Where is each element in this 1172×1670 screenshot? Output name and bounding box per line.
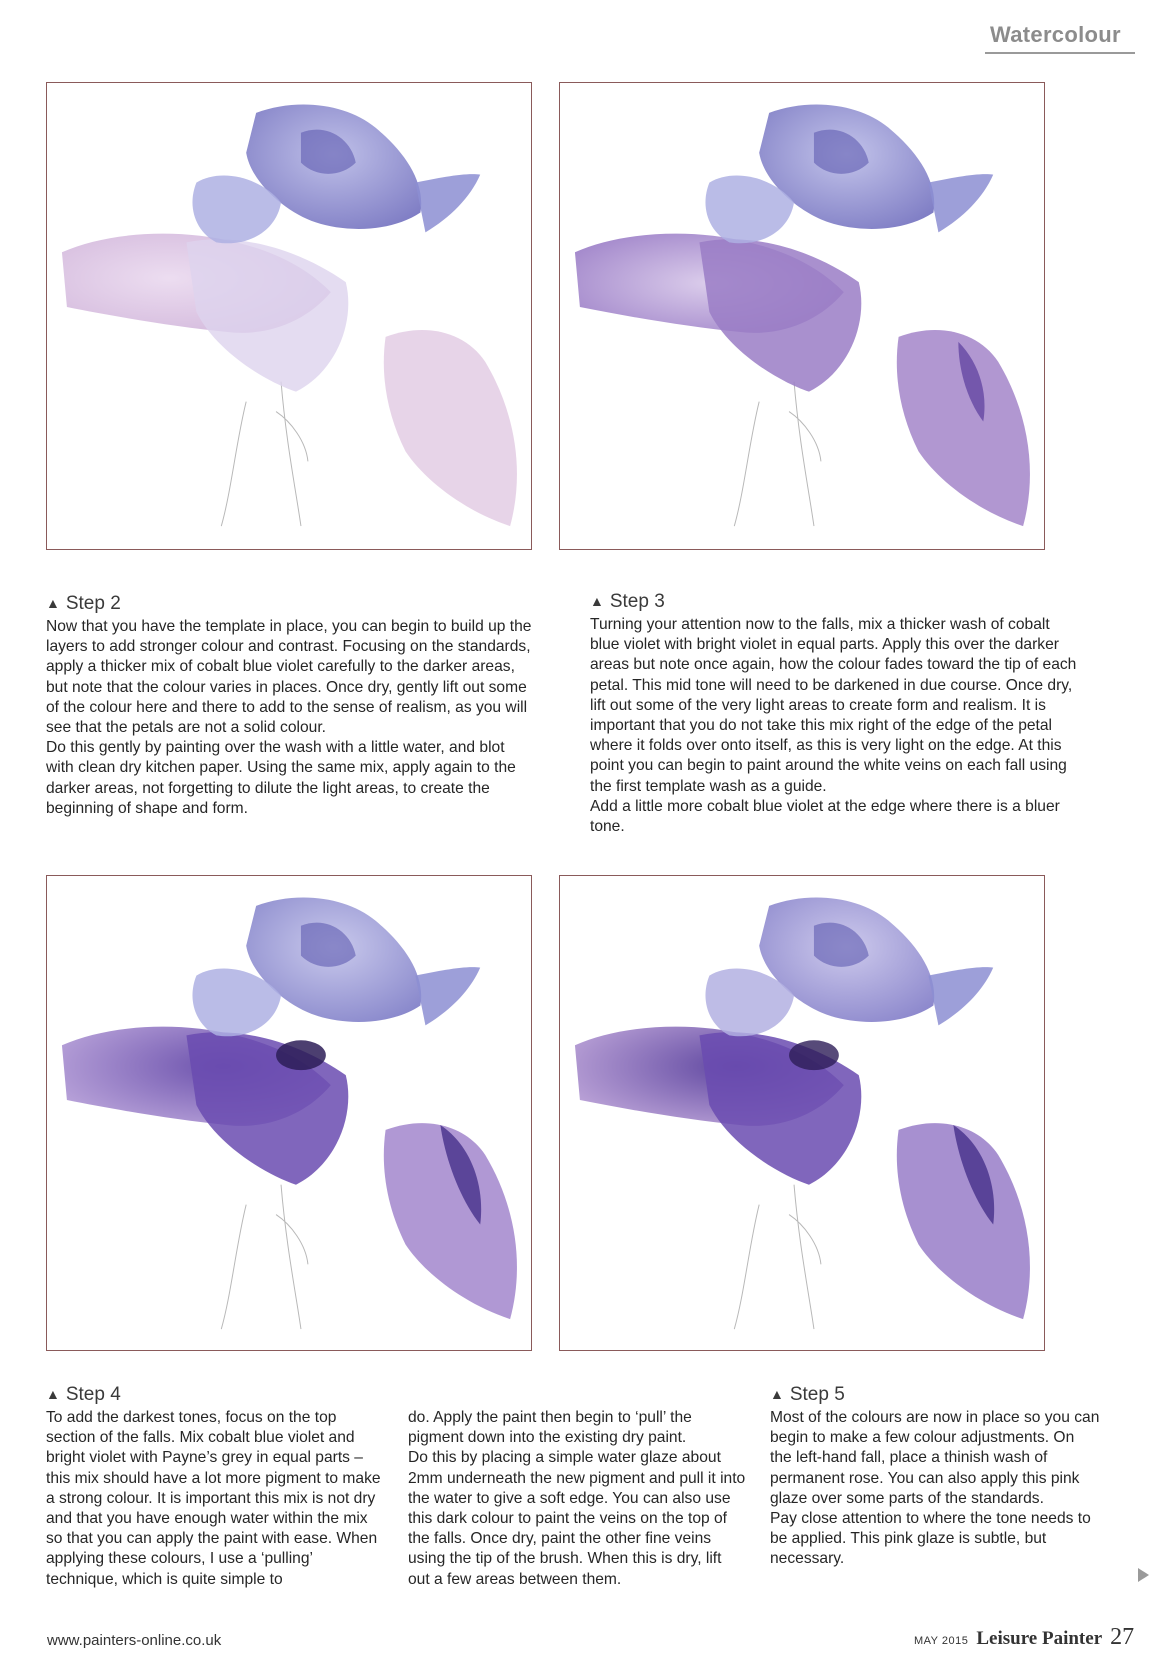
step-4-caption-column-1 [46, 1383, 386, 1590]
step-3-heading: ▲ Step 3 [590, 591, 665, 612]
triangle-up-icon: ▲ [46, 1386, 60, 1402]
step-5-heading: ▲ Step 5 [770, 1384, 845, 1405]
step-3-caption [590, 590, 1080, 837]
footer-publication [914, 1624, 1134, 1651]
step-3-painting [559, 82, 1045, 550]
section-divider [985, 52, 1135, 54]
next-page-arrow-icon [1138, 1568, 1149, 1582]
step-2-paragraph-2: Do this gently by painting over the wash with a little water, and blot with clean dry kitchen paper. Using the same mix, apply again to the darker areas, not forgetting to dilute the light areas, to create the beginning of shape and form. [46, 739, 516, 817]
step-4-paragraph-3: Do this by placing a simple water glaze about 2mm underneath the new pigment and pull it into the water to give a soft edge. You can also use this dark colour to paint the veins on the top of the falls. Once dry, paint the other fine veins using the tip of the brush. When this is dry, lift out a few areas between them. [408, 1449, 746, 1588]
step-5-paragraph-2: Pay close attention to where the tone needs to be applied. This pink glaze is subtle, but necessary. [770, 1510, 1091, 1568]
step-5-caption [770, 1383, 1100, 1570]
triangle-up-icon: ▲ [46, 595, 60, 611]
triangle-up-icon: ▲ [770, 1386, 784, 1402]
step-4-painting [46, 875, 532, 1351]
magazine-name: Leisure Painter [976, 1628, 1103, 1649]
step-3-paragraph-1: Turning your attention now to the falls, mix a thicker wash of cobalt blue violet with bright violet in equal parts. Apply this over the darker areas but note once again, how the colour fades toward the tip of each petal. This mid tone will need to be darkened in due course. Once dry, lift out some of the very light areas to create form and realism. It is important that you do not take this mix right of the edge of the petal where it folds over onto itself, as this is very light on the edge. At this point you can begin to paint around the white veins on each fall using the first template wash as a guide. [590, 616, 1077, 795]
step-2-caption [46, 592, 536, 819]
page-number: 27 [1110, 1624, 1135, 1650]
step-4-paragraph-1: To add the darkest tones, focus on the top section of the falls. Mix cobalt blue violet and bright violet with Payne’s grey in equal parts – this mix should have a lot more pigment to make a strong colour. It is important this mix is not dry and that you have enough water within the mix so that you can apply the paint with ease. When applying these colours, I use a ‘pulling’ technique, which is quite simple to [46, 1409, 381, 1588]
footer-website: www.painters-online.co.uk [47, 1632, 222, 1649]
step-4-caption-column-2 [408, 1408, 746, 1590]
step-4-heading: ▲ Step 4 [46, 1384, 121, 1405]
step-3-paragraph-2: Add a little more cobalt blue violet at the edge where there is a bluer tone. [590, 797, 1060, 836]
step-2-paragraph-1: Now that you have the template in place, you can begin to build up the layers to add stronger colour and contrast. Focusing on the standards, apply a thicker mix of cobalt blue violet carefully to the darker areas, but note that the colour varies in places. Once dry, gently lift out some of the colour here and there to add to the sense of realism, as you will see that the petals are not a solid colour. [46, 618, 532, 737]
section-tag: Watercolour [990, 22, 1121, 47]
step-2-painting [46, 82, 532, 550]
step-2-heading: ▲ Step 2 [46, 593, 121, 614]
step-4-paragraph-2: do. Apply the paint then begin to ‘pull’ the pigment down into the existing dry paint. [408, 1409, 692, 1447]
step-5-paragraph-1: Most of the colours are now in place so you can begin to make a few colour adjustments. On the left-hand fall, place a thinish wash of permanent rose. You can also apply this pink glaze over some parts of the standards. [770, 1409, 1100, 1507]
triangle-up-icon: ▲ [590, 593, 604, 609]
issue-date: MAY 2015 [914, 1635, 969, 1647]
step-5-painting [559, 875, 1045, 1351]
